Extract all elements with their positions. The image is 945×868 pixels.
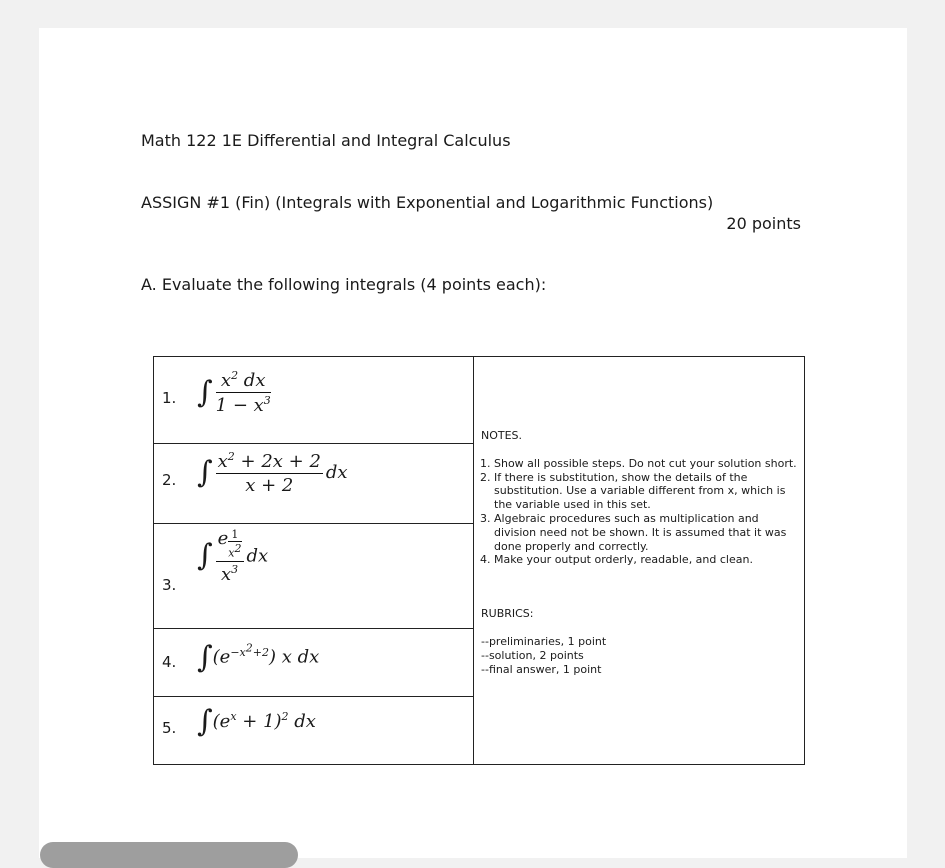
- notes-panel: [474, 357, 805, 765]
- note-item: 1. Show all possible steps. Do not cut your solution short.: [494, 457, 799, 471]
- rubric-item: --preliminaries, 1 point: [481, 634, 607, 648]
- integral-expression-3: ∫ e $\frac{1}{x^2}$ $x^3$ dx: [197, 528, 269, 585]
- horizontal-scrollbar[interactable]: [40, 842, 298, 868]
- integral-expression-2: ∫ $\frac{x^2 + 2x + 2}{x + 2}$ dx: [197, 450, 348, 496]
- note-item: 3. Algebraic procedures such as multiplication and division need not be shown. It is assumed that it was done properly and correctly.: [494, 512, 799, 553]
- note-item: 4. Make your output orderly, readable, and clean.: [494, 553, 799, 567]
- problem-5: [154, 697, 474, 765]
- problems-table: [153, 356, 805, 765]
- problem-1: [154, 357, 474, 444]
- integral-expression-1: ∫ $\frac{x^2 dx}{1 - x^3}$: [197, 369, 271, 416]
- assignment-title: ASSIGN #1 (Fin) (Integrals with Exponential and Logarithmic Functions): [141, 193, 714, 212]
- note-item: 2. If there is substitution, show the details of the substitution. Use a variable different from x, which is the variable used in this set.: [494, 471, 799, 512]
- problem-number: 4.: [162, 653, 177, 671]
- rubrics-list: [481, 635, 799, 676]
- notes-list: [481, 457, 799, 567]
- rubric-item: --solution, 2 points: [481, 648, 584, 662]
- problem-number: 5.: [162, 719, 177, 737]
- problem-3: [154, 524, 474, 629]
- section-heading: A. Evaluate the following integrals (4 points each):: [141, 275, 547, 294]
- problem-number: 1.: [162, 389, 177, 407]
- course-title: Math 122 1E Differential and Integral Calculus: [141, 131, 511, 150]
- notes-heading: NOTES.: [481, 429, 523, 442]
- rubric-item: --final answer, 1 point: [481, 662, 602, 676]
- integral-expression-4: $\int(e^{-x^2+2})$ x dx: [197, 639, 320, 675]
- total-points: 20 points: [726, 214, 801, 233]
- problem-number: 2.: [162, 471, 177, 489]
- problem-number: 3.: [162, 576, 177, 594]
- problem-2: [154, 444, 474, 524]
- document-page: [39, 28, 907, 858]
- integral-expression-5: $\int(e^x + 1)^2$ dx: [197, 704, 316, 739]
- problem-4: [154, 629, 474, 697]
- rubrics-heading: RUBRICS:: [481, 607, 534, 621]
